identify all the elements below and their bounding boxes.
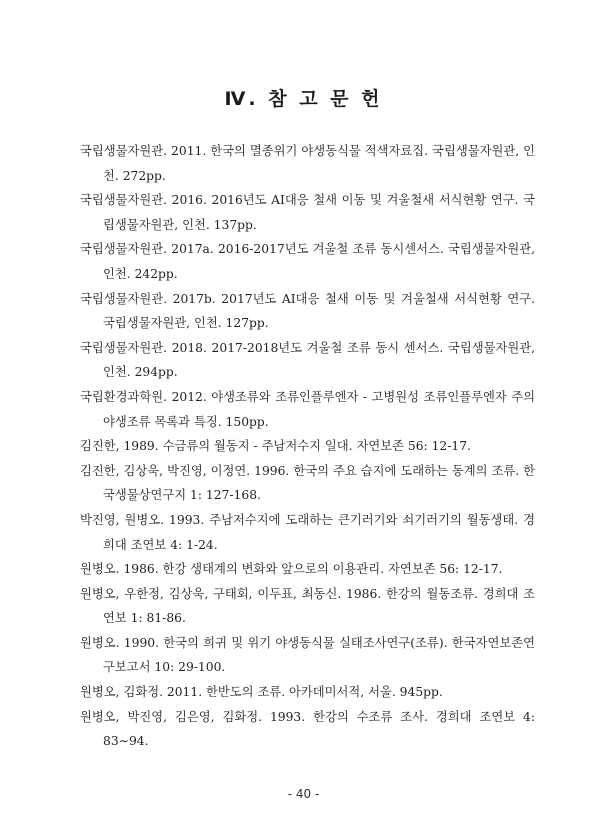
reference-entry: 국립생물자원관. 2017b. 2017년도 AI대응 철새 이동 및 겨울철새 서식현황 연구. 국립생물자원관, 인천. 127pp. (80, 291, 535, 331)
reference-entry: 원병오, 박진영, 김은영, 김화정. 1993. 한강의 수조류 조사. 경희대 조연보 4: 83∼94. (80, 709, 535, 749)
reference-entry: 국립환경과학원. 2012. 야생조류와 조류인플루엔자 - 고병원성 조류인플루엔자 주의 야생조류 목록과 특징. 150pp. (80, 389, 535, 429)
reference-entry: 원병오, 김화정. 2011. 한반도의 조류. 아카데미서적, 서울. 945pp. (80, 685, 443, 700)
reference-entry: 김진한, 1989. 수금류의 월동지 - 주남저수지 일대. 자연보존 56: 12-17. (80, 439, 471, 454)
reference-entry: 국립생물자원관. 2017a. 2016-2017년도 겨울철 조류 동시센서스. 국립생물자원관, 인천. 242pp. (80, 242, 535, 281)
page-number: - 40 - (287, 787, 320, 801)
reference-entry: 김진한, 김상욱, 박진영, 이정연. 1996. 한국의 주요 습지에 도래하는 동계의 조류. 한국생물상연구지 1: 127-168. (80, 463, 535, 503)
reference-entry: 국립생물자원관. 2018. 2017-2018년도 겨울철 조류 동시 센서스. 국립생물자원관, 인천. 294pp. (80, 340, 535, 380)
reference-entry: 박진영, 원병오. 1993. 주남저수지에 도래하는 큰기러기와 쇠기러기의 월동생태. 경희대 조연보 4: 1-24. (80, 512, 535, 552)
section-title: Ⅳ. 참 고 문 헌 (224, 88, 383, 110)
reference-list (80, 139, 535, 754)
reference-entry: 원병오. 1986. 한강 생태계의 변화와 앞으로의 이용관리. 자연보존 56: 12-17. (80, 562, 503, 577)
reference-entry: 국립생물자원관. 2011. 한국의 멸종위기 야생동식물 적색자료집. 국립생물자원관, 인천. 272pp. (80, 144, 535, 183)
reference-entry: 국립생물자원관. 2016. 2016년도 AI대응 철새 이동 및 겨울철새 서식현황 연구. 국립생물자원관, 인천. 137pp. (80, 193, 535, 232)
reference-entry: 원병오, 우한정, 김상욱, 구태회, 이두표, 최동신. 1986. 한강의 월동조류. 경희대 조연보 1: 81-86. (80, 586, 535, 626)
reference-entry: 원병오. 1990. 한국의 희귀 및 위기 야생동식물 실태조사연구(조류). 한국자연보존연구보고서 10: 29-100. (80, 635, 535, 675)
